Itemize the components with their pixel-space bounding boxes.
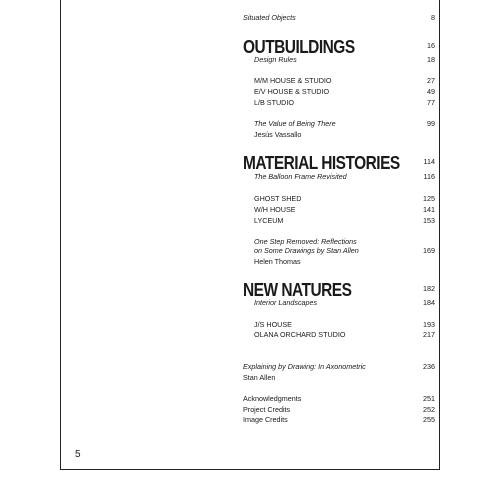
entry-page: 252: [423, 405, 435, 414]
entry-title: Project Credits: [243, 405, 291, 414]
entry-page: 255: [423, 415, 435, 424]
entry-page: 125: [423, 194, 435, 203]
entry-title: Image Credits: [243, 415, 288, 424]
entry-page: 217: [423, 330, 435, 339]
entry-title: E/V HOUSE & STUDIO: [254, 87, 330, 96]
entry-page: 27: [427, 76, 435, 85]
toc-entry-situated-objects: [243, 12, 435, 24]
toc-entry-project: [254, 215, 435, 227]
entry-page: 77: [427, 98, 435, 107]
entry-page: 49: [427, 87, 435, 96]
entry-author: Stan Allen: [243, 373, 276, 382]
entry-page: 251: [423, 394, 435, 403]
entry-page: 169: [423, 246, 435, 255]
toc-entry-author: [243, 372, 435, 384]
entry-page: 18: [427, 55, 435, 64]
entry-title: LYCEUM: [254, 216, 284, 225]
toc-entry-author: [254, 129, 435, 141]
toc-entry-project: [254, 97, 435, 109]
entry-title: W/H HOUSE: [254, 205, 296, 214]
entry-page: 99: [427, 119, 435, 128]
entry-title: OLANA ORCHARD STUDIO: [254, 330, 346, 339]
section-page: 16: [427, 41, 435, 50]
toc-entry-author: [254, 256, 435, 268]
entry-title: Design Rules: [254, 55, 297, 64]
section-title: NEW NATURES: [243, 280, 352, 300]
toc-entry-essay: [254, 54, 435, 66]
entry-title: Acknowledgments: [243, 394, 302, 403]
entry-title: One Step Removed: Reflections: [254, 237, 357, 246]
entry-author: Helen Thomas: [254, 257, 301, 266]
entry-page: 193: [423, 320, 435, 329]
entry-page: 8: [431, 13, 435, 22]
entry-title: Situated Objects: [243, 13, 296, 22]
section-title: OUTBUILDINGS: [243, 37, 355, 57]
entry-page: 141: [423, 205, 435, 214]
entry-title: GHOST SHED: [254, 194, 302, 203]
entry-author: Jesús Vassallo: [254, 130, 302, 139]
entry-title: M/M HOUSE & STUDIO: [254, 76, 332, 85]
section-title: MATERIAL HISTORIES: [243, 153, 400, 173]
entry-page: 116: [423, 172, 435, 181]
entry-title: Explaining by Drawing: In Axonometric: [243, 362, 366, 371]
toc-entry-essay: [254, 297, 435, 309]
entry-title: The Value of Being There: [254, 119, 336, 128]
toc-entry-image-credits: [243, 414, 435, 426]
section-page: 182: [423, 284, 435, 293]
page-number: 5: [75, 449, 81, 460]
entry-page: 184: [423, 298, 435, 307]
entry-title: The Balloon Frame Revisited: [254, 172, 347, 181]
entry-page: 153: [423, 216, 435, 225]
toc-entry-essay: [254, 171, 435, 183]
section-page: 114: [423, 157, 435, 166]
entry-page: 236: [423, 362, 435, 371]
entry-title: L/B STUDIO: [254, 98, 294, 107]
entry-title: on Some Drawings by Stan Allen: [254, 246, 359, 255]
toc-entry-project: [254, 329, 435, 341]
entry-title: Interior Landscapes: [254, 298, 318, 307]
entry-title: J/S HOUSE: [254, 320, 292, 329]
